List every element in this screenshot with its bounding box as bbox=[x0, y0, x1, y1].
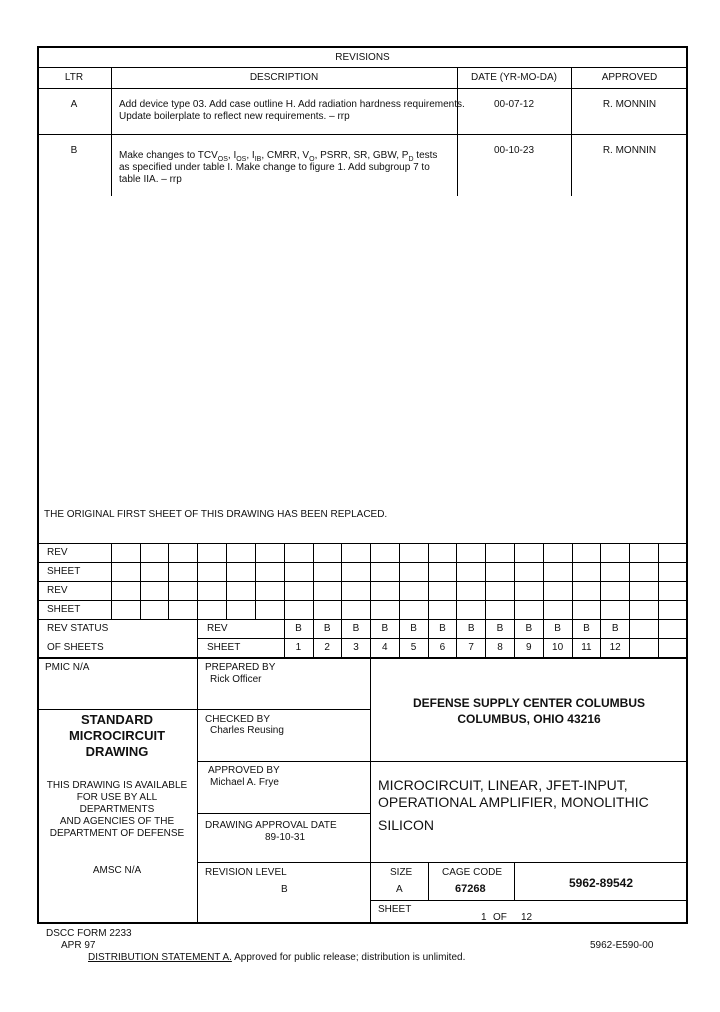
col-header-ltr: LTR bbox=[64, 72, 84, 83]
rev-status-cell: B bbox=[554, 623, 561, 634]
rule bbox=[226, 543, 227, 619]
rule bbox=[37, 67, 688, 68]
sheet-number-cell: 5 bbox=[410, 642, 417, 653]
rev-status-cell: B bbox=[410, 623, 417, 634]
sheet-number-cell: 1 bbox=[295, 642, 302, 653]
drawing-title-line3: SILICON bbox=[378, 817, 435, 833]
std-title-line1: STANDARD bbox=[81, 712, 153, 727]
sheet-total: 12 bbox=[521, 912, 533, 923]
rev-status-cell: B bbox=[496, 623, 504, 634]
agency-name: DEFENSE SUPPLY CENTER COLUMBUS bbox=[412, 696, 646, 710]
rule bbox=[37, 581, 688, 582]
rule bbox=[428, 543, 429, 657]
rule bbox=[457, 67, 458, 196]
size-label: SIZE bbox=[390, 867, 413, 878]
rev-status-cell: B bbox=[295, 623, 302, 634]
sheet-number-cell: 9 bbox=[526, 642, 532, 653]
availability-line2: FOR USE BY ALL bbox=[76, 792, 158, 803]
prepared-by-name: Rick Officer bbox=[210, 674, 262, 685]
rule bbox=[284, 543, 285, 657]
checked-by-name: Charles Reusing bbox=[210, 725, 284, 736]
replaced-note: THE ORIGINAL FIRST SHEET OF THIS DRAWING HAS BEEN REPLACED. bbox=[44, 509, 388, 520]
sheet-number-cell: 11 bbox=[581, 642, 592, 653]
std-title-line2: MICROCIRCUIT bbox=[68, 728, 166, 743]
availability-line1: THIS DRAWING IS AVAILABLE bbox=[46, 780, 188, 791]
rule bbox=[572, 543, 573, 657]
size-value: A bbox=[396, 884, 403, 895]
rev-status-cell: B bbox=[381, 623, 389, 634]
sheet-of: OF bbox=[493, 912, 507, 923]
rule bbox=[456, 543, 457, 657]
cage-code-value: 67268 bbox=[455, 883, 486, 895]
sheet-number: 1 bbox=[481, 912, 487, 923]
col-header-description: DESCRIPTION bbox=[249, 72, 319, 83]
rule bbox=[543, 543, 544, 657]
sheet-number-cell: 7 bbox=[468, 642, 474, 653]
grid-sheet-label: SHEET bbox=[47, 604, 81, 615]
rule bbox=[197, 862, 688, 863]
distribution-statement: DISTRIBUTION STATEMENT A. Approved for public release; distribution is unlimited. bbox=[88, 952, 466, 963]
sheet-number-cell: 6 bbox=[439, 642, 446, 653]
rev-row-label: REV bbox=[207, 623, 228, 634]
approval-date: 89-10-31 bbox=[265, 832, 306, 843]
sheet-number-cell: 10 bbox=[552, 642, 564, 653]
sheet-row-label: SHEET bbox=[207, 642, 241, 653]
col-header-approved: APPROVED bbox=[601, 72, 658, 83]
rule bbox=[197, 638, 688, 639]
rule bbox=[514, 543, 515, 657]
sheet-label: SHEET bbox=[378, 904, 412, 915]
drawing-number: 5962-89542 bbox=[568, 876, 634, 890]
rev-status-cell: B bbox=[611, 623, 619, 634]
revision-a-approved: R. MONNIN bbox=[602, 99, 657, 110]
revision-b-desc-line2: as specified under table I. Make change to figure 1. Add subgroup 7 to bbox=[119, 162, 430, 173]
rule bbox=[37, 657, 688, 659]
sheet-number-cell: 12 bbox=[609, 642, 621, 653]
checked-by-label: CHECKED BY bbox=[205, 714, 271, 725]
rule bbox=[428, 862, 429, 900]
rule bbox=[197, 761, 688, 762]
rule bbox=[168, 543, 169, 619]
drawing-title-line2: OPERATIONAL AMPLIFIER, MONOLITHIC bbox=[378, 794, 649, 810]
grid-sheet-label: SHEET bbox=[47, 566, 81, 577]
std-title-line3: DRAWING bbox=[85, 744, 149, 759]
rule bbox=[197, 657, 198, 924]
rev-status-cell: B bbox=[525, 623, 533, 634]
pmic-label: PMIC N/A bbox=[45, 662, 90, 673]
rule bbox=[111, 543, 112, 619]
prepared-by-label: PREPARED BY bbox=[205, 662, 276, 673]
of-sheets-label: OF SHEETS bbox=[47, 642, 104, 653]
rule bbox=[37, 543, 688, 544]
rule bbox=[313, 543, 314, 657]
sheet-number-cell: 3 bbox=[353, 642, 359, 653]
availability-line5: DEPARTMENT OF DEFENSE bbox=[49, 828, 185, 839]
rev-status-label: REV STATUS bbox=[47, 623, 109, 634]
rule bbox=[37, 600, 688, 601]
rule bbox=[197, 543, 198, 657]
rule bbox=[370, 900, 688, 901]
col-header-date: DATE (YR-MO-DA) bbox=[471, 72, 557, 83]
revision-a-desc-line2: Update boilerplate to reflect new requirements. – rrp bbox=[119, 111, 350, 122]
rev-status-cell: B bbox=[352, 623, 360, 634]
rule bbox=[37, 562, 688, 563]
document-code: 5962-E590-00 bbox=[590, 940, 654, 951]
revision-b-approved: R. MONNIN bbox=[602, 145, 657, 156]
agency-address: COLUMBUS, OHIO 43216 bbox=[457, 712, 601, 726]
sheet-number-cell: 4 bbox=[382, 642, 388, 653]
revision-b-desc-line1: Make changes to $TCV_{OS}$, $I_{OS}$, $I_{IB}$, CMRR, $V_O$, PSRR, SR, GBW, $P_D$ tests bbox=[119, 150, 438, 163]
approved-by-name: Michael A. Frye bbox=[210, 777, 279, 788]
rule bbox=[341, 543, 342, 657]
rule bbox=[629, 543, 630, 657]
rev-status-cell: B bbox=[323, 623, 331, 634]
revision-b-ltr: B bbox=[70, 145, 78, 156]
drawing-title-line1: MICROCIRCUIT, LINEAR, JFET-INPUT, bbox=[378, 777, 628, 793]
rule bbox=[37, 88, 688, 89]
rule bbox=[37, 619, 688, 620]
revision-level: B bbox=[281, 884, 288, 895]
revision-b-desc-line3: table IIA. – rrp bbox=[119, 174, 182, 185]
rule bbox=[111, 67, 112, 196]
amsc-label: AMSC N/A bbox=[92, 865, 142, 876]
revisions-title: REVISIONS bbox=[335, 52, 390, 63]
rule bbox=[197, 813, 370, 814]
revision-a-date: 00-07-12 bbox=[493, 99, 535, 110]
availability-line4: AND AGENCIES OF THE bbox=[59, 816, 175, 827]
rev-status-cell: B bbox=[439, 623, 446, 634]
rule bbox=[600, 543, 601, 657]
rule bbox=[140, 543, 141, 619]
sheet-number-cell: 2 bbox=[324, 642, 330, 653]
revision-b-date: 00-10-23 bbox=[493, 145, 535, 156]
rule bbox=[399, 543, 400, 657]
revision-a-ltr: A bbox=[70, 99, 78, 110]
availability-line3: DEPARTMENTS bbox=[79, 804, 155, 815]
rule bbox=[370, 543, 371, 657]
revision-level-label: REVISION LEVEL bbox=[205, 867, 287, 878]
rule bbox=[255, 543, 256, 619]
revision-a-desc-line1: Add device type 03. Add case outline H. Add radiation hardness requirements. bbox=[119, 99, 465, 110]
rule bbox=[37, 709, 370, 710]
approved-by-label: APPROVED BY bbox=[208, 765, 280, 776]
approval-date-label: DRAWING APPROVAL DATE bbox=[205, 820, 337, 831]
rev-status-cell: B bbox=[467, 623, 475, 634]
rule bbox=[658, 543, 659, 657]
rev-status-cell: B bbox=[583, 623, 590, 634]
form-date: APR 97 bbox=[61, 940, 96, 951]
grid-rev-label: REV bbox=[47, 547, 68, 558]
rule bbox=[571, 67, 572, 196]
rule bbox=[485, 543, 486, 657]
grid-rev-label: REV bbox=[47, 585, 68, 596]
rule bbox=[37, 134, 688, 135]
sheet-number-cell: 8 bbox=[497, 642, 503, 653]
form-number: DSCC FORM 2233 bbox=[46, 928, 132, 939]
cage-code-label: CAGE CODE bbox=[442, 867, 503, 878]
